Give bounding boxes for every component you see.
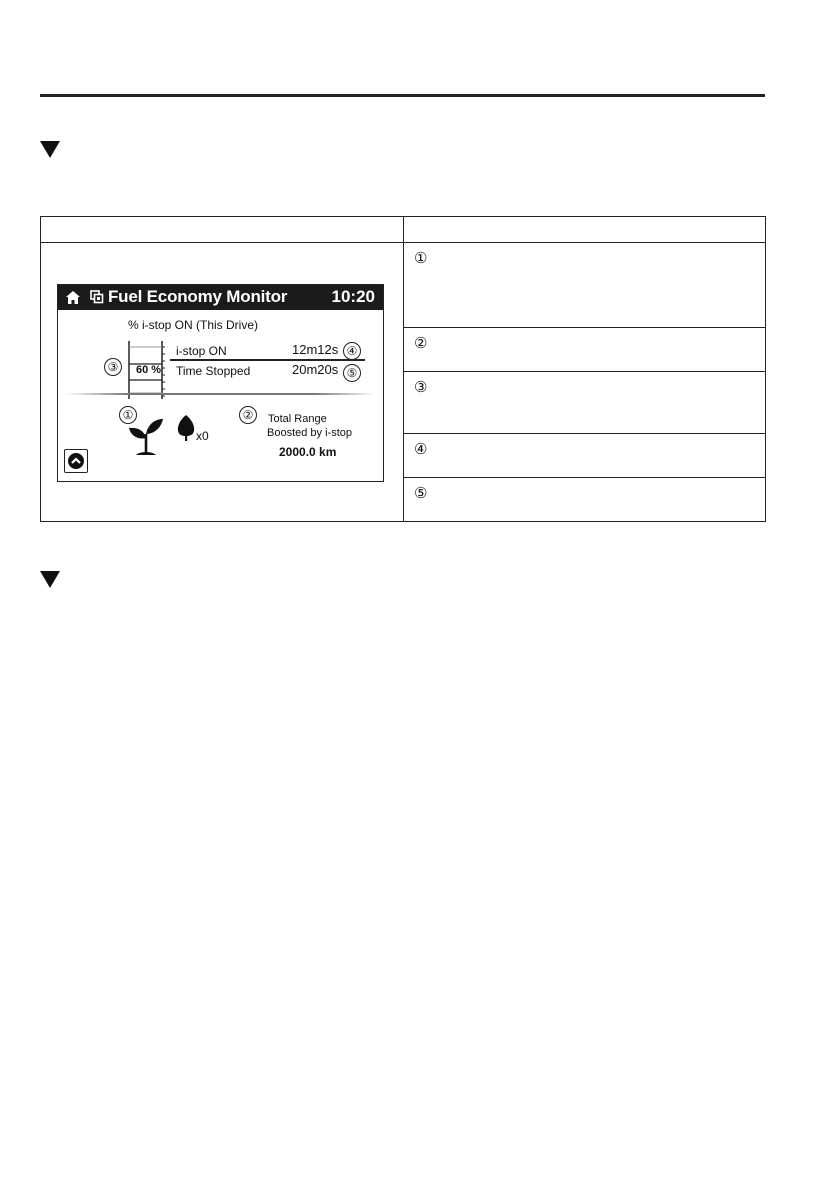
gauge-value: 60 % — [136, 364, 162, 376]
desc-row-1 — [404, 243, 766, 328]
desc-number-3: ③ — [414, 379, 428, 396]
callout-5: ⑤ — [343, 364, 361, 382]
desc-row-5 — [404, 478, 766, 522]
scroll-up-button[interactable] — [64, 449, 88, 473]
screen-cell — [41, 243, 404, 522]
range-value: 2000.0 km — [279, 445, 337, 459]
callout-2: ② — [239, 406, 257, 424]
desc-number-2: ② — [414, 335, 428, 352]
home-icon[interactable] — [65, 290, 81, 305]
apps-icon — [90, 290, 104, 304]
divider-line — [170, 359, 365, 361]
callout-4: ④ — [343, 342, 361, 360]
tree-icon — [176, 414, 196, 442]
seedling-icon — [128, 416, 164, 456]
title-bar — [58, 285, 383, 310]
tree-count: x0 — [196, 429, 209, 443]
top-rule — [40, 94, 765, 97]
clock: 10:20 — [331, 287, 375, 306]
desc-row-2 — [404, 328, 766, 372]
desc-number-1: ① — [414, 250, 428, 267]
table-header-right — [404, 217, 766, 243]
range-label-1: Total Range — [268, 413, 327, 425]
section-marker-icon-2 — [40, 571, 60, 588]
callout-3: ③ — [104, 358, 122, 376]
section-separator — [66, 393, 376, 395]
range-label-2: Boosted by i-stop — [267, 427, 352, 439]
table-header-left — [41, 217, 404, 243]
desc-number-4: ④ — [414, 441, 428, 458]
istop-on-value: 12m12s — [292, 342, 339, 357]
section-marker-icon — [40, 141, 60, 158]
time-stopped-value: 20m20s — [292, 362, 339, 377]
callout-1: ① — [119, 406, 137, 424]
description-table — [40, 216, 766, 522]
desc-row-3 — [404, 372, 766, 434]
desc-number-5: ⑤ — [414, 485, 428, 502]
time-stopped-label: Time Stopped — [176, 364, 251, 378]
drive-subtitle: % i-stop ON (This Drive) — [128, 318, 259, 332]
screen-title: Fuel Economy Monitor — [108, 287, 288, 306]
istop-on-label: i-stop ON — [176, 344, 227, 358]
desc-row-4 — [404, 434, 766, 478]
up-chevron-icon — [68, 453, 84, 469]
istop-gauge — [126, 341, 165, 399]
fuel-economy-screen — [57, 284, 384, 482]
